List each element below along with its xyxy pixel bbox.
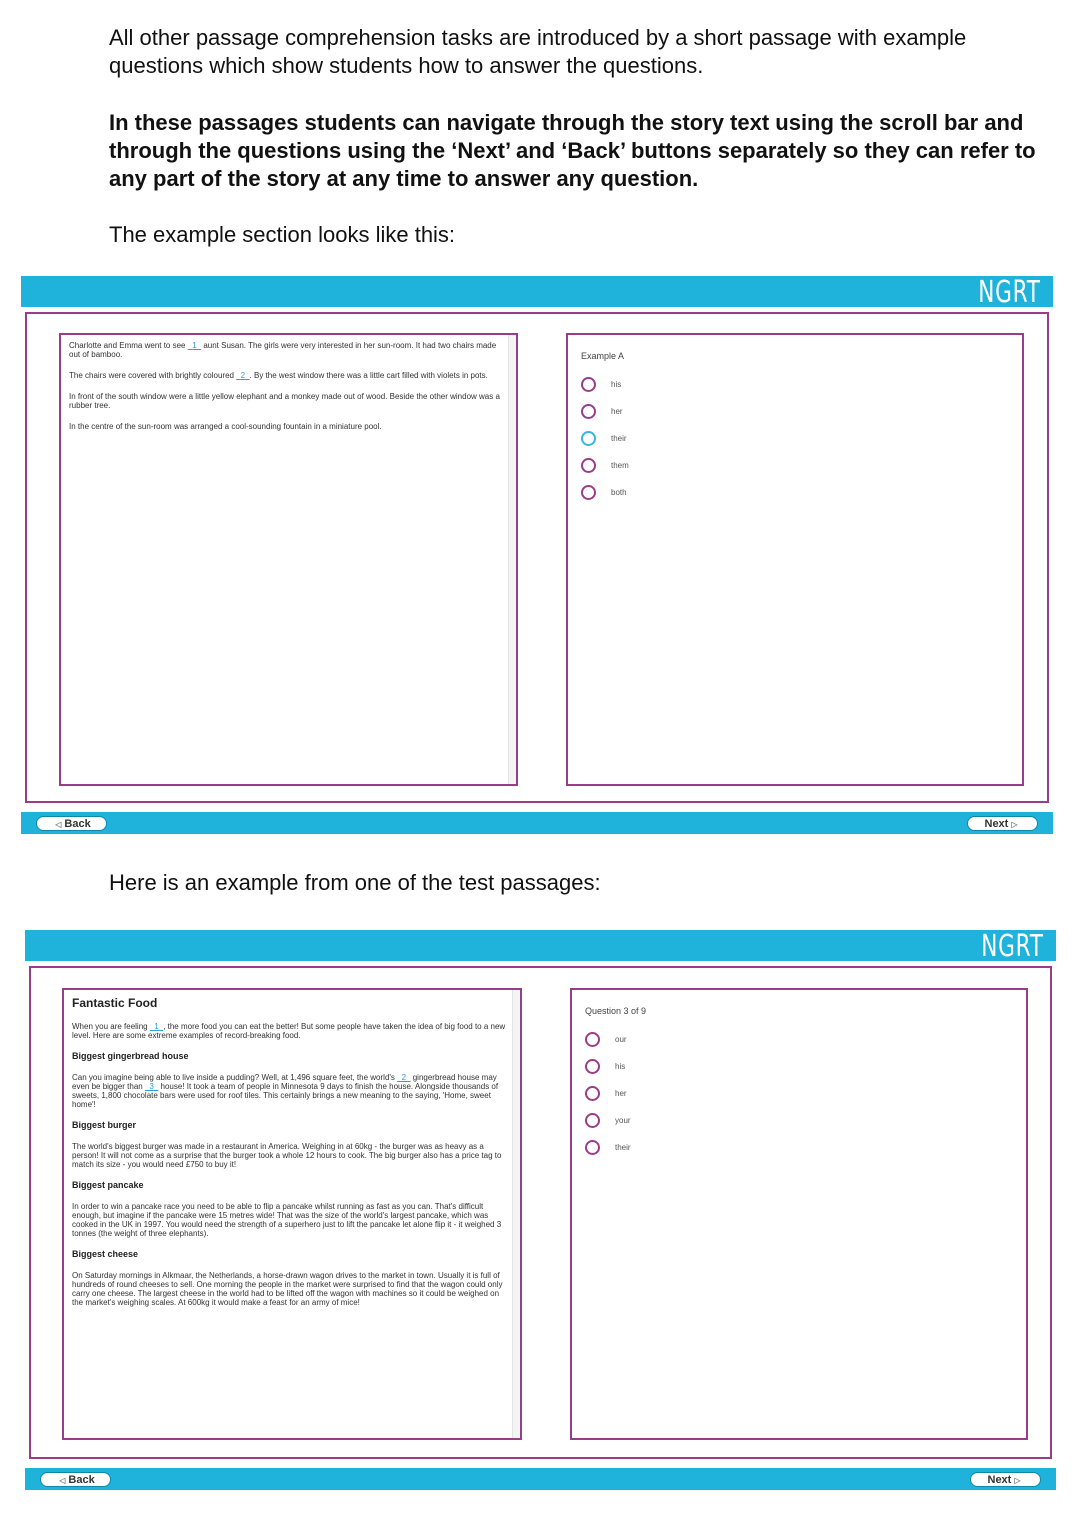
- passage-paragraph: In order to win a pancake race you need to be able to flip a pancake whilst running as fast as you can. That's difficult enough, but imagine if the pancake were 15 metres wide! That was the size of the world's largest pancake, which was cooked in the UK in 1997. You would need the strength of a superhero just to lift the pancake let alone flip it - it weighed 3 tonnes (the weight of three elephants).: [72, 1202, 502, 1238]
- top-bar: [21, 275, 1053, 310]
- story-panel: [59, 333, 518, 786]
- example-section-label: The example section looks like this:: [109, 222, 456, 247]
- navigation-paragraph: In these passages students can navigate through the story text using the scroll bar and through the questions using the ‘Next’ and ‘Back’ buttons separately so they can refer to any part of the story at any time to answer any question.: [109, 110, 1036, 191]
- bottom-bar: [25, 1468, 1056, 1490]
- option-label: both: [611, 488, 627, 497]
- intro-paragraph: All other passage comprehension tasks are introduced by a short passage with example questions which show students how to answer the questions.: [109, 25, 967, 78]
- radio-button[interactable]: [585, 1140, 600, 1155]
- passage-subheading: Biggest gingerbread house: [72, 1051, 189, 1061]
- triangle-right-icon: ▷: [1014, 1476, 1021, 1485]
- blank-3: 3: [149, 1082, 154, 1091]
- back-button[interactable]: ◁ Back: [36, 816, 107, 831]
- option-label: his: [615, 1062, 626, 1071]
- question-label: Example A: [581, 351, 625, 361]
- blank-1: 1: [192, 341, 197, 350]
- passage-paragraph: Charlotte and Emma went to see 1 aunt Susan. The girls were very interested in her sun-room. It had two chairs made out of bamboo.: [69, 341, 497, 359]
- radio-button[interactable]: [581, 458, 596, 473]
- blank-2: 2: [401, 1073, 407, 1082]
- passage-paragraph: When you are feeling 1 , the more food you can eat the better! But some people have taken the idea of big food to a new level. Here are some extreme examples of record-breaking food.: [72, 1022, 506, 1040]
- option-label: his: [611, 380, 622, 389]
- question-label: Question 3 of 9: [585, 1006, 647, 1016]
- passage-subheading: Biggest cheese: [72, 1249, 139, 1259]
- content-frame: [29, 966, 1052, 1459]
- passage-paragraph: On Saturday mornings in Alkmaar, the Netherlands, a horse-drawn wagon drives to the market in town. Usually it is full of hundreds of round cheeses to sell. One morning the people in the market were surprised to find that the wagon could only carry one cheese. The largest cheese in the world had to be lifted off the wagon with machines so it could be weighed on the market's weighing scales. At 600kg it would make a feast for an army of mice!: [72, 1271, 503, 1307]
- triangle-left-icon: ◁: [59, 1476, 66, 1485]
- story-scrollbar[interactable]: [512, 990, 520, 1438]
- option-label: your: [615, 1116, 631, 1125]
- back-button[interactable]: ◁ Back: [40, 1472, 111, 1487]
- story-text: [69, 341, 502, 443]
- question-panel: [566, 333, 1024, 786]
- top-bar: [25, 929, 1056, 964]
- option-label: her: [611, 407, 623, 416]
- passage-title: Fantastic Food: [72, 996, 158, 1010]
- ngrt-logo: NGRT: [978, 275, 1041, 310]
- passage-subheading: Biggest pancake: [72, 1180, 144, 1190]
- story-scrollbar[interactable]: [508, 335, 516, 784]
- bottom-bar: [21, 812, 1053, 834]
- radio-button[interactable]: [581, 377, 596, 392]
- triangle-right-icon: ▷: [1011, 820, 1018, 829]
- passage-paragraph: The chairs were covered with brightly coloured 2 . By the west window there was a little cart filled with violets in pots.: [69, 371, 488, 380]
- question-panel: [570, 988, 1028, 1440]
- triangle-left-icon: ◁: [55, 820, 62, 829]
- test-passage-screenshot: [25, 930, 1056, 1490]
- radio-button[interactable]: [585, 1113, 600, 1128]
- radio-button-selected[interactable]: [581, 431, 596, 446]
- ngrt-logo: NGRT: [981, 929, 1044, 964]
- blank-2: 2: [240, 371, 246, 380]
- passage-subheading: Biggest burger: [72, 1120, 137, 1130]
- option-label: their: [611, 434, 627, 443]
- passage-paragraph: In the centre of the sun-room was arranged a cool-sounding fountain in a miniature pool.: [69, 422, 382, 431]
- radio-button[interactable]: [585, 1059, 600, 1074]
- radio-button[interactable]: [585, 1032, 600, 1047]
- option-label: them: [611, 461, 629, 470]
- option-label: their: [615, 1143, 631, 1152]
- content-frame: [25, 312, 1049, 803]
- test-passage-label: Here is an example from one of the test passages:: [109, 870, 601, 895]
- radio-button[interactable]: [581, 485, 596, 500]
- next-button[interactable]: Next ▷: [967, 816, 1038, 831]
- example-section-screenshot: [21, 276, 1053, 834]
- radio-button[interactable]: [585, 1086, 600, 1101]
- passage-paragraph: Can you imagine being able to live inside a pudding? Well, at 1,496 square feet, the world's 2 gingerbread house may even be bigger than 3 house! It took a team of people in Minnesota 9 days to finish the house. Alongside thousands of sweets, 1,800 chocolate bars were used for roof tiles. This certainly brings a new meaning to the saying, 'Home, sweet home'!: [72, 1073, 499, 1109]
- option-label: her: [615, 1089, 627, 1098]
- option-label: our: [615, 1035, 627, 1044]
- story-text: [72, 996, 506, 1319]
- radio-button[interactable]: [581, 404, 596, 419]
- next-button[interactable]: Next ▷: [970, 1472, 1041, 1487]
- story-panel: [62, 988, 522, 1440]
- passage-paragraph: The world's biggest burger was made in a restaurant in America. Weighing in at 60kg - the burger was as heavy as a person! It will not come as a surprise that the burger took a whole 12 hours to cook. The big burger also has a price tag to match its size - you would need £750 to buy it!: [72, 1142, 502, 1169]
- passage-paragraph: In front of the south window were a little yellow elephant and a monkey made out of wood. Beside the other window was a rubber tree.: [69, 392, 500, 410]
- blank-1: 1: [154, 1022, 159, 1031]
